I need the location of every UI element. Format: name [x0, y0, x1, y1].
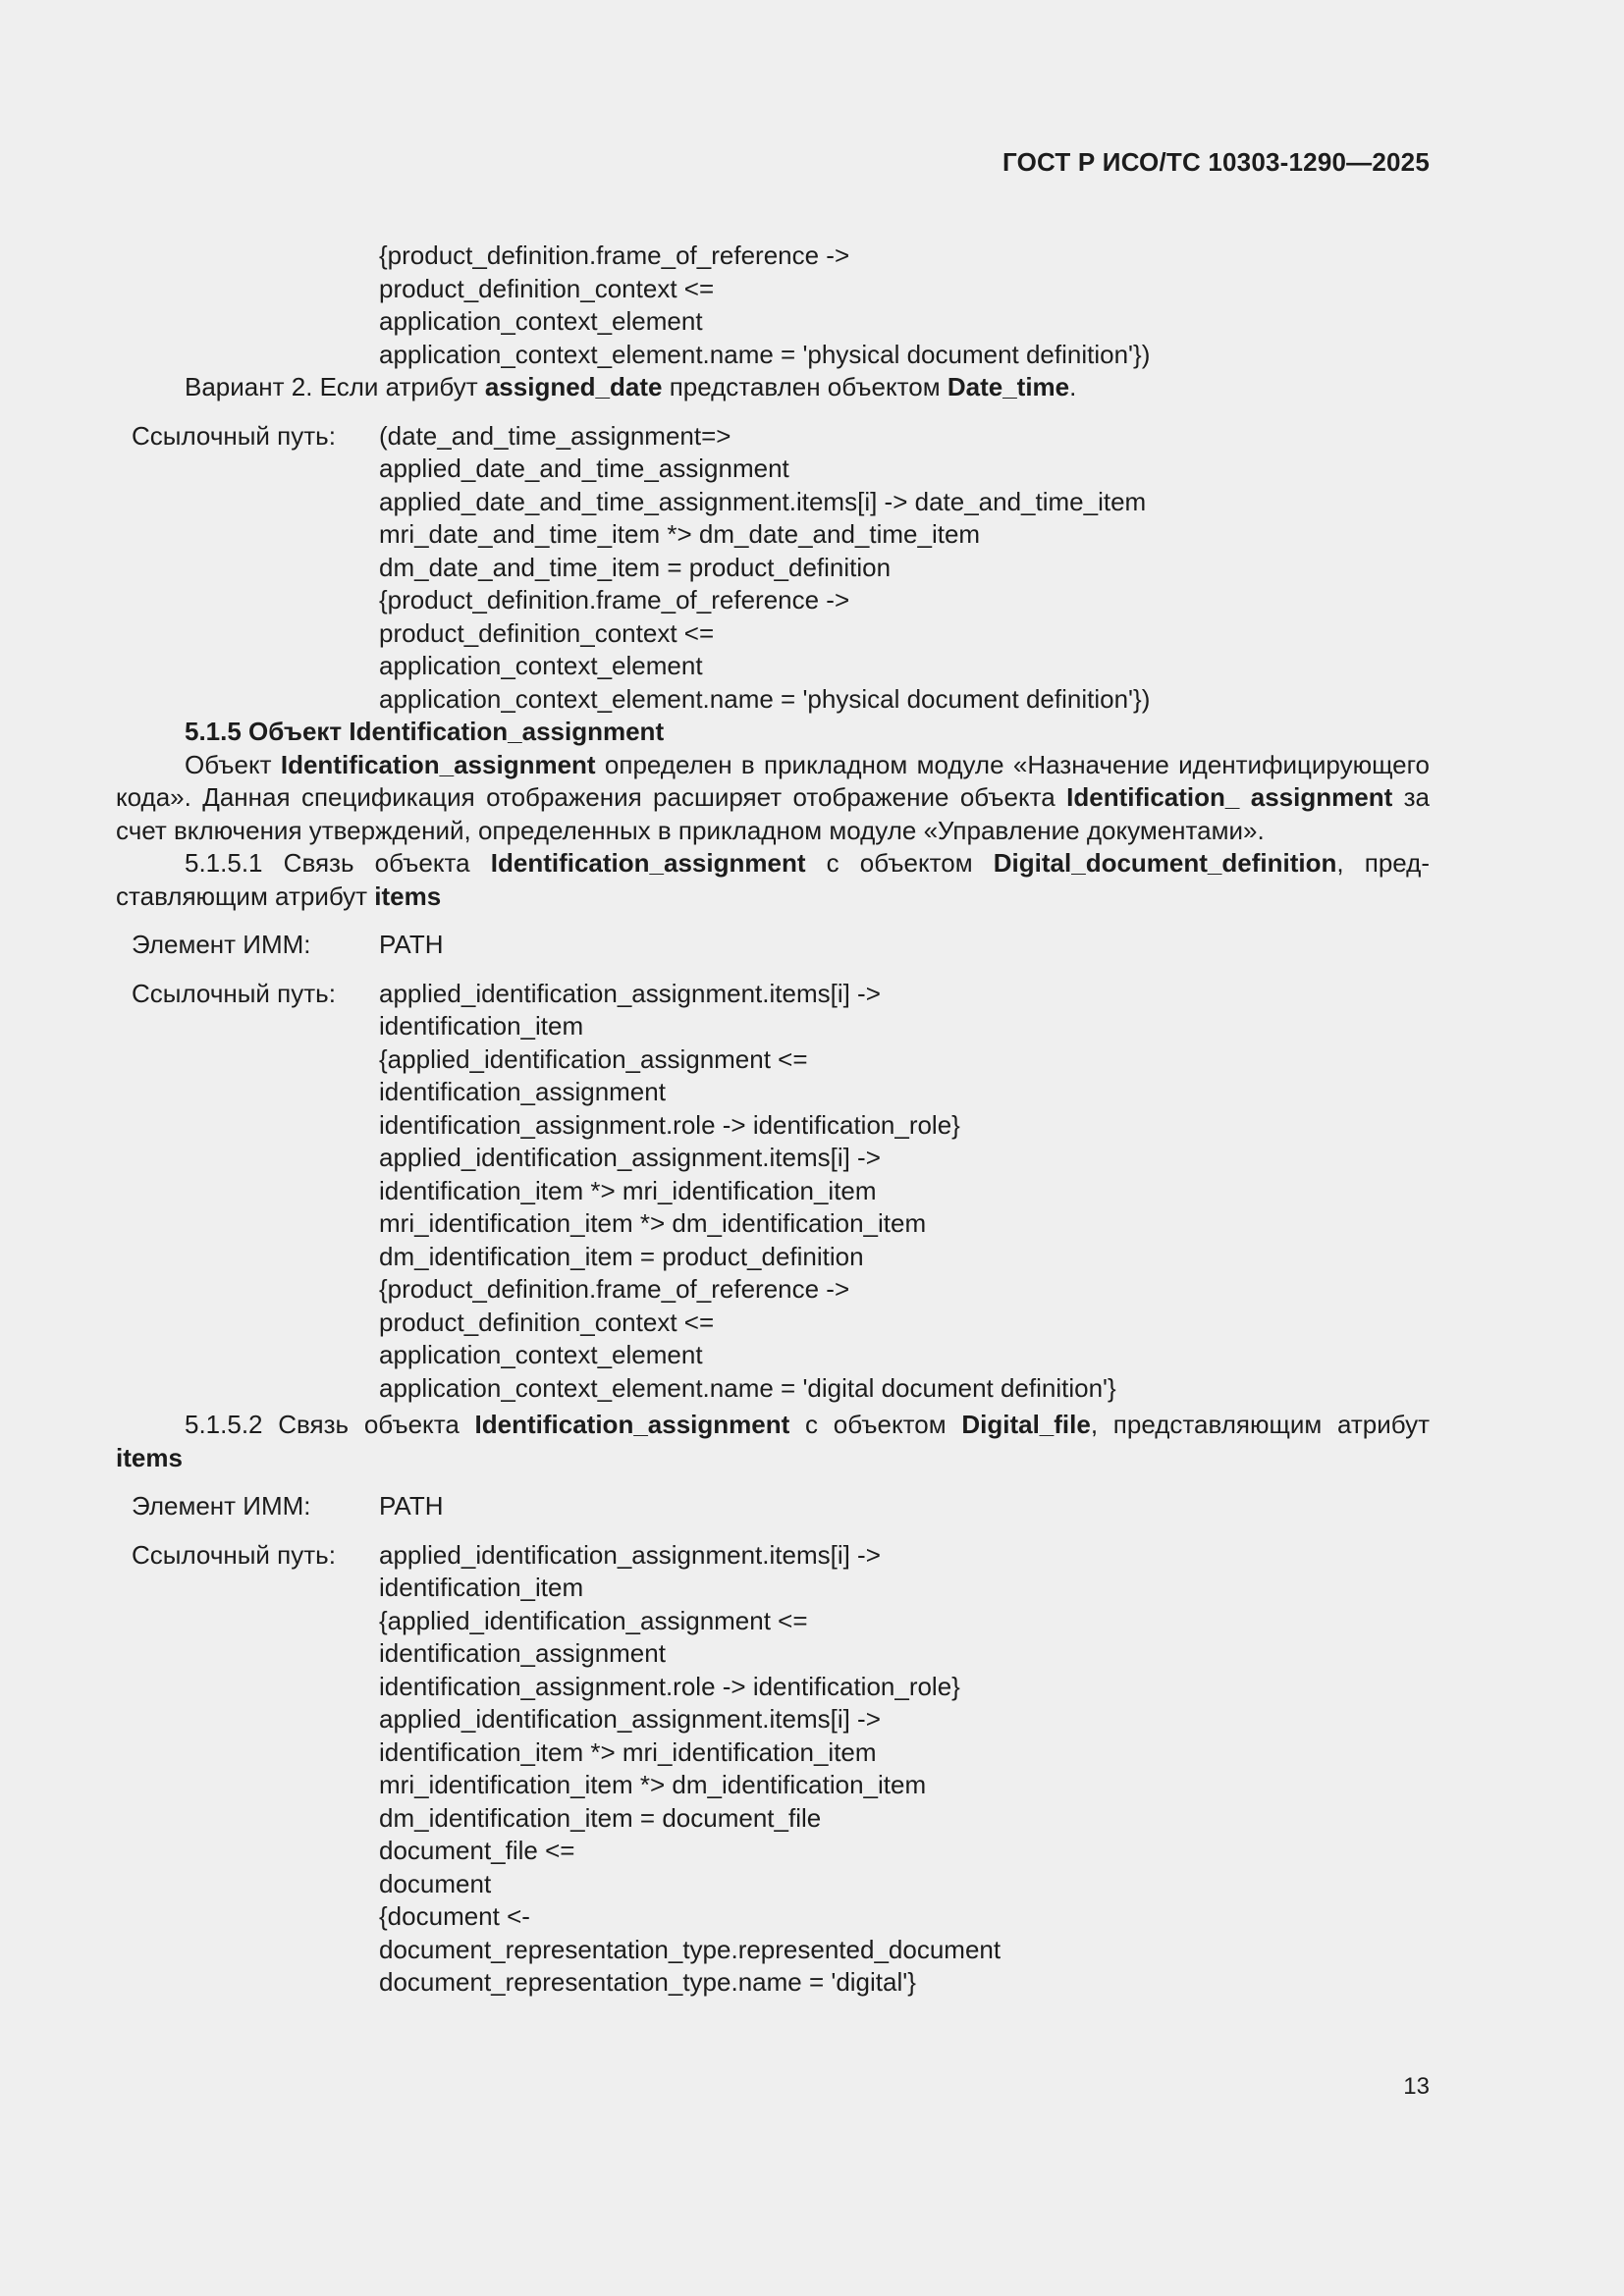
- section-5-1-5-paragraph: Объект Identification_assignment определен в прикладном модуле «Назначение идентифицирующего кода». Данная спецификация отображения расширяет отображение объекта Identification_ assignment за счет включения утверждений, определенных в прикладном модуле «Управление документами».: [116, 749, 1431, 845]
- code-line: application_context_element.name = 'physical document definition'}): [379, 683, 1151, 714]
- code-line: {applied_identification_assignment <=: [379, 1043, 808, 1074]
- code-line: (date_and_time_assignment=>: [379, 420, 731, 451]
- code-line: applied_identification_assignment.items[i] ->: [379, 1704, 881, 1734]
- code-line: applied_identification_assignment.items[i] ->: [379, 1143, 881, 1172]
- code-line: identification_item: [379, 1573, 584, 1602]
- code-line: applied_identification_assignment.items[i] ->: [379, 1539, 881, 1570]
- code-line: {product_definition.frame_of_reference ->: [379, 1274, 850, 1304]
- code-line: document: [379, 1868, 492, 1898]
- section-5-1-5-2-heading: 5.1.5.2 Связь объекта Identification_assignment с объектом Digital_file, представляющим атрибут items: [116, 1410, 1430, 1472]
- code-line: identification_assignment.role -> identification_role}: [379, 1109, 960, 1140]
- code-line: {applied_identification_assignment <=: [379, 1605, 808, 1635]
- reference-path-value: [379, 978, 1430, 1406]
- page-number: 13: [1403, 2073, 1430, 2100]
- code-line: mri_identification_item *> dm_identification_item: [379, 1208, 927, 1238]
- variant-2-reference-path-row: [116, 420, 1430, 717]
- code-line: application_context_element.name = 'physical document definition'}): [379, 339, 1151, 369]
- code-line: dm_identification_item = product_definition: [379, 1241, 864, 1271]
- code-line: application_context_element.name = 'digital document definition'}: [379, 1372, 1116, 1403]
- section-5-1-5-1-heading: 5.1.5.1 Связь объекта Identification_assignment с объектом Digital_document_definition, представляющим атрибут items: [116, 848, 1431, 911]
- code-line: product_definition_context <=: [379, 273, 715, 303]
- code-line: identification_assignment.role -> identification_role}: [379, 1671, 960, 1701]
- code-line: applied_date_and_time_assignment.items[i] -> date_and_time_item: [379, 486, 1147, 516]
- code-line: identification_item *> mri_identification_item: [379, 1175, 877, 1205]
- document-header: ГОСТ Р ИСО/ТС 10303-1290—2025: [1001, 147, 1430, 177]
- code-line: dm_date_and_time_item = product_definition: [379, 552, 892, 582]
- top-code-block: [379, 240, 1430, 371]
- code-line: document_representation_type.represented_document: [379, 1934, 1001, 1964]
- section-5-1-5-2-reference-path-row: [116, 1539, 1430, 2000]
- code-line: identification_item *> mri_identification_item: [379, 1736, 877, 1767]
- code-line: application_context_element: [379, 651, 703, 680]
- section-5-1-5-1-imm-row: [116, 929, 1430, 962]
- code-line: {product_definition.frame_of_reference ->: [379, 240, 850, 270]
- variant-2-paragraph: Вариант 2. Если атрибут assigned_date представлен объектом Date_time.: [185, 372, 1077, 401]
- code-line: dm_identification_item = document_file: [379, 1802, 822, 1833]
- code-line: document_file <=: [379, 1836, 575, 1865]
- code-line: mri_identification_item *> dm_identification_item: [379, 1770, 927, 1799]
- code-line: application_context_element: [379, 306, 703, 336]
- code-line: identification_item: [379, 1011, 584, 1041]
- code-line: product_definition_context <=: [379, 617, 715, 648]
- reference-path-label: Ссылочный путь:: [132, 1539, 336, 1570]
- page-content: [116, 240, 1430, 2000]
- code-line: identification_assignment: [379, 1638, 666, 1668]
- section-5-1-5-1-reference-path-row: [116, 978, 1430, 1406]
- imm-element-value: PATH: [379, 930, 444, 959]
- code-line: {document <-: [379, 1901, 530, 1931]
- code-line: mri_date_and_time_item *> dm_date_and_time_item: [379, 519, 981, 549]
- reference-path-label: Ссылочный путь:: [132, 420, 336, 451]
- code-line: application_context_element: [379, 1340, 703, 1369]
- code-line: {product_definition.frame_of_reference ->: [379, 585, 850, 614]
- code-line: applied_identification_assignment.items[i] ->: [379, 978, 881, 1008]
- section-5-1-5-2-imm-row: [116, 1490, 1430, 1523]
- imm-element-value: PATH: [379, 1491, 444, 1521]
- code-line: applied_date_and_time_assignment: [379, 454, 789, 483]
- reference-path-value: [379, 420, 1430, 717]
- code-line: identification_assignment: [379, 1077, 666, 1106]
- reference-path-label: Ссылочный путь:: [132, 978, 336, 1008]
- section-5-1-5-heading: 5.1.5 Объект Identification_assignment: [185, 717, 665, 746]
- code-line: product_definition_context <=: [379, 1307, 715, 1337]
- code-line: document_representation_type.name = 'digital'}: [379, 1967, 916, 1997]
- imm-element-label: Элемент ИММ:: [132, 1491, 311, 1521]
- imm-element-label: Элемент ИММ:: [132, 930, 311, 959]
- reference-path-value: [379, 1539, 1430, 2000]
